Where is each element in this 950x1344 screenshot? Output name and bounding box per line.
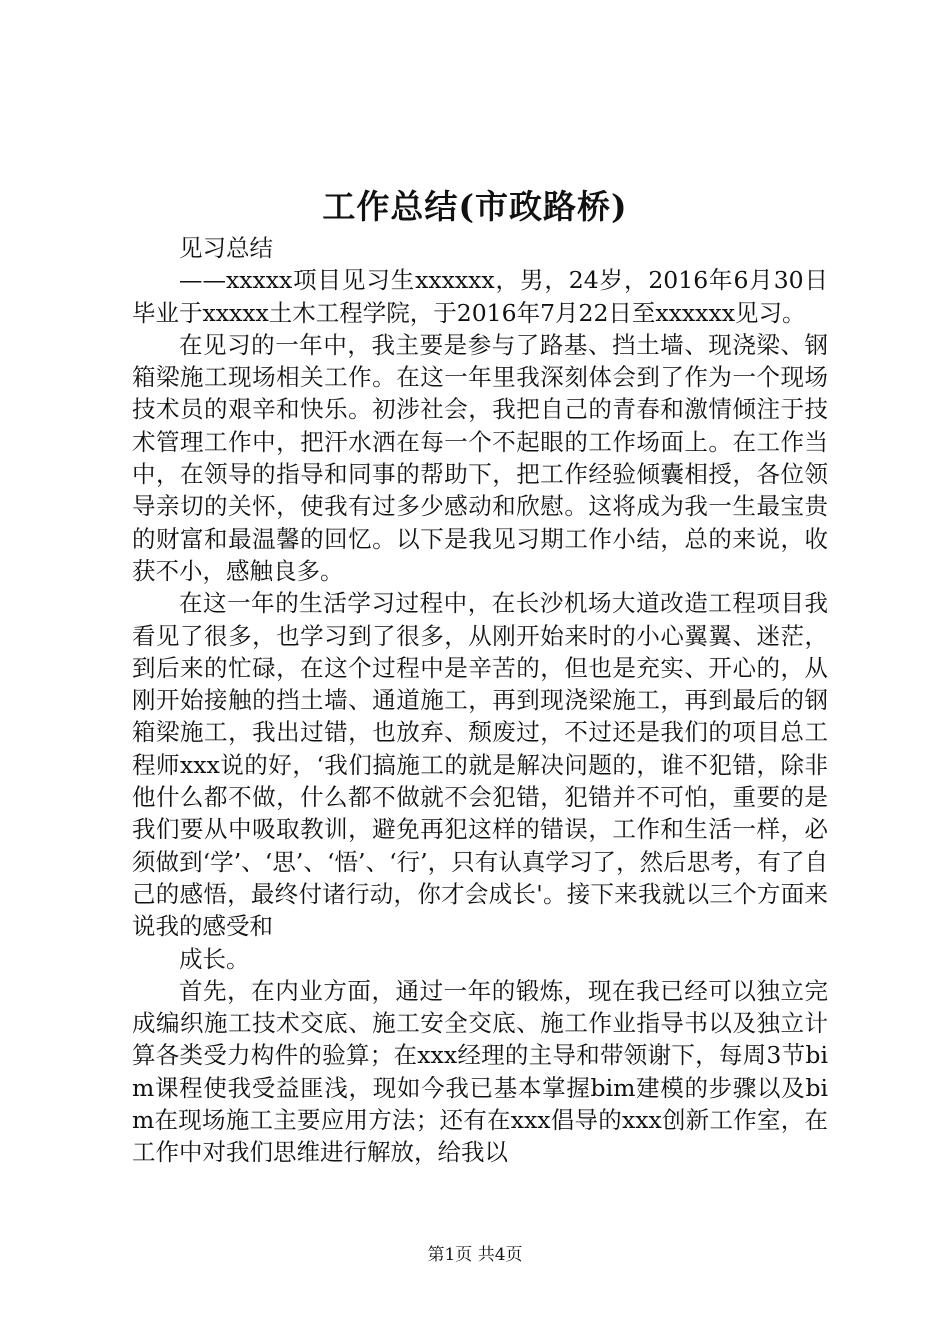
paragraph: 在这一年的生活学习过程中，在长沙机场大道改造工程项目我看见了很多，也学习到了很多，从刚开始来时的小心翼翼、迷茫，到后来的忙碌，在这个过程中是辛苦的，但也是充实、开心的，从刚开始接触的挡土墙、通道施工，再到现浇梁施工，再到最后的钢箱梁施工，我出过错，也放弃、颓废过，不过还是我们的项目总工程师xxx说的好，‘我们搞施工的就是解决问题的，谁不犯错，除非他什么都不做，什么都不做就不会犯错，犯错并不可怕，重要的是我们要从中吸取教训，避免再犯这样的错误，工作和生活一样，必须做到‘学’、‘思’、‘悟’、‘行’，只有认真学习了，然后思考，有了自己的感悟，最终付诸行动，你才会成长'。接下来我就以三个方面来说我的感受和 bbox=[132, 589, 828, 941]
paragraph: 成长。 bbox=[179, 944, 250, 973]
document-body bbox=[132, 232, 828, 1169]
document-title: 工作总结(市政路桥) bbox=[322, 187, 628, 226]
paragraph-heading: 见习总结 bbox=[179, 234, 273, 262]
paragraph: 首先，在内业方面，通过一年的锻炼，现在我已经可以独立完成编织施工技术交底、施工安全交底、施工作业指导书以及独立计算各类受力构件的验算；在xxx经理的主导和带领谢下，每周3节bim课程使我受益匪浅，现如今我已基本掌握bim建模的步骤以及bim在现场施工主要应用方法；还有在xxx倡导的xxx创新工作室，在工作中对我们思维进行解放，给我以 bbox=[132, 976, 828, 1167]
page-footer: 第1页 共4页 bbox=[427, 1245, 523, 1265]
paragraph: 在见习的一年中，我主要是参与了路基、挡土墙、现浇梁、钢箱梁施工现场相关工作。在这一年里我深刻体会到了作为一个现场技术员的艰辛和快乐。初涉社会，我把自己的青春和激情倾注于技术管理工作中，把汗水洒在每一个不起眼的工作场面上。在工作当中，在领导的指导和同事的帮助下，把工作经验倾囊相授，各位领导亲切的关怀，使我有过多少感动和欣慰。这将成为我一生最宝贵的财富和最温馨的回忆。以下是我见习期工作小结，总的来说，收获不小，感触良多。 bbox=[132, 330, 828, 585]
paragraph-intro: ——xxxxx项目见习生xxxxxx，男，24岁，2016年6月30日毕业于xxxxx土木工程学院，于2016年7月22日至xxxxxx见习。 bbox=[132, 266, 828, 327]
